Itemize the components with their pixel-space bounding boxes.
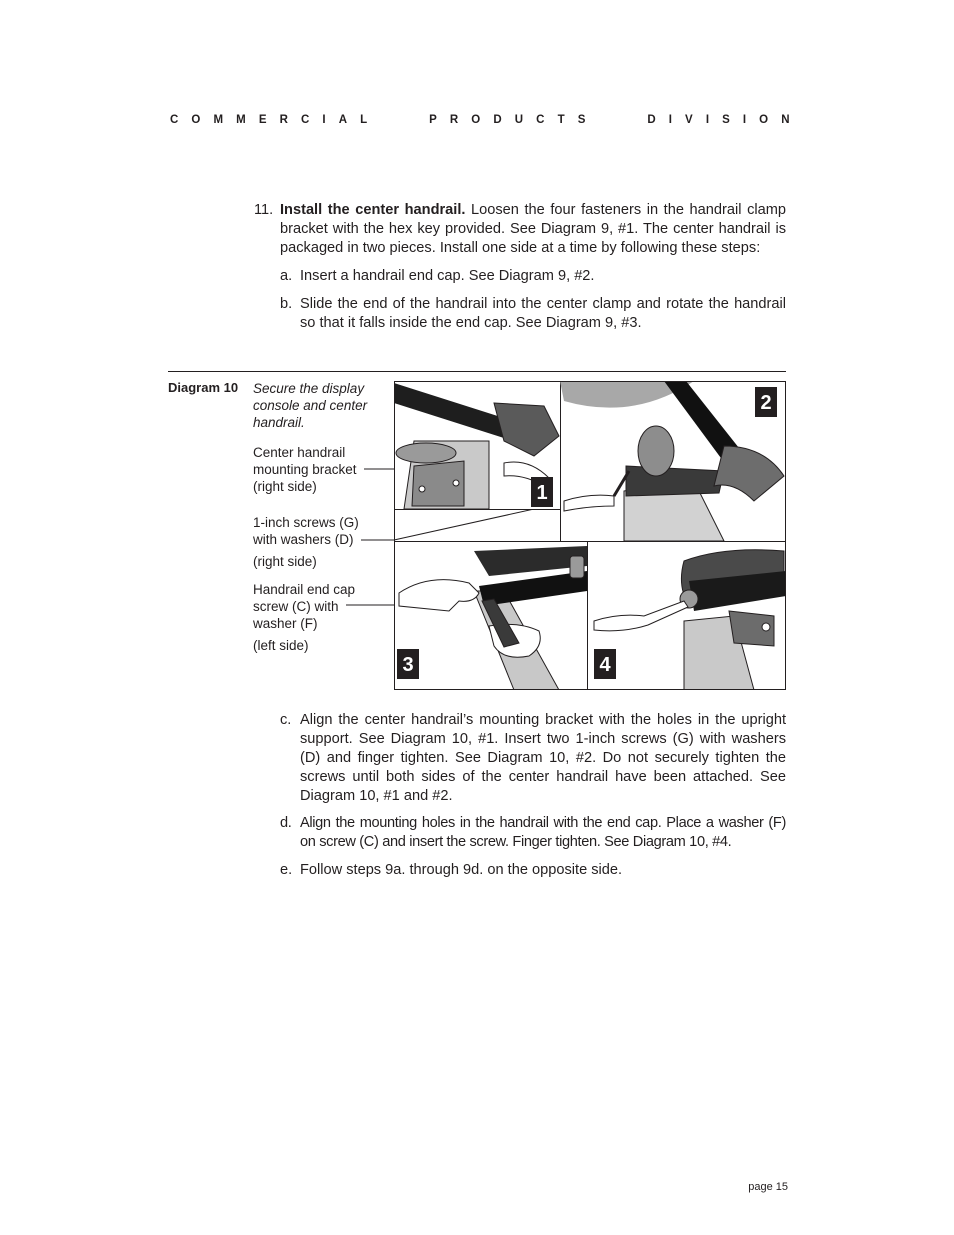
panel-number-2: 2 (760, 392, 772, 414)
diagram-illustration (394, 381, 786, 690)
header-letter: S (722, 114, 730, 126)
panel-number-4: 4 (599, 654, 611, 676)
header-letter: O (471, 114, 481, 126)
header-letter: S (577, 114, 586, 126)
header-letter: P (429, 114, 437, 126)
substep-letter: c. (280, 712, 292, 728)
header-letter: A (338, 114, 348, 126)
substep-text: Align the center handrail’s mounting bracket with the holes in the upright support. See Diagram 10, #1. Insert two 1-inch screws (G) with washers (D) and finger tighten. See Diagram 10, #2. Do not securely tighten the screws until both sides of the center handrail have been attached. See Diagram 10, #1 and #2. (300, 712, 786, 804)
callout-sub: (right side) (253, 554, 317, 569)
header-letter: D (493, 114, 502, 126)
step-body: Loosen the four fasteners in the handrail clamp bracket with the hex key provided. See Diagram 9, #1. The center handrail is packaged in two pieces. Install one side at a time by following these steps: (280, 202, 786, 256)
header-letter: L (360, 114, 368, 126)
diagram-label: Diagram 10 (168, 380, 239, 395)
panel-number-1: 1 (536, 482, 548, 504)
header-letter: M (213, 114, 224, 126)
header-letter: C (170, 114, 179, 126)
panel-number-3: 3 (402, 654, 414, 676)
callout-text: 1-inch screws (G) with washers (D) (253, 515, 359, 547)
substep-c (280, 711, 786, 806)
header-letter: I (668, 114, 672, 126)
substep-letter: e. (280, 862, 293, 878)
header-letter: D (647, 114, 656, 126)
panel-2 (560, 381, 786, 542)
header-letter: C (536, 114, 545, 126)
header-letter: M (236, 114, 246, 126)
header-letter: V (685, 114, 693, 126)
substep-e (280, 861, 786, 880)
substep-letter: d. (280, 815, 292, 831)
header-letter: R (449, 114, 459, 126)
panel-3 (395, 542, 588, 691)
callout-text: Handrail end cap screw (C) with washer (F) (253, 582, 356, 631)
substep-text: Insert a handrail end cap. See Diagram 9, #2. (300, 268, 595, 284)
substep-letter: a. (280, 268, 293, 284)
header-letter: I (705, 114, 710, 126)
header-letter: N (781, 114, 790, 126)
substep-text: Slide the end of the handrail into the center clamp and rotate the handrail so that it falls inside the end cap. See Diagram 9, #3. (300, 296, 786, 331)
header-letter: T (557, 114, 565, 126)
substep-text: Align the mounting holes in the handrail with the end cap. Place a washer (F) on screw (C) and insert the screw. Finger tighten. See Diagram 10, #4. (300, 815, 786, 850)
header-letter: R (279, 114, 288, 126)
diagram-caption: Secure the display console and center handrail. (253, 381, 368, 430)
callout-text: Center handrail mounting bracket (right side) (253, 445, 357, 494)
header-letter: I (742, 114, 747, 126)
substep-d (280, 814, 786, 852)
header-letter: E (258, 114, 267, 126)
header-letter: O (191, 114, 201, 126)
callout-sub: (left side) (253, 638, 309, 653)
page-number: page 15 (748, 1181, 788, 1193)
step-title: Install the center handrail. (280, 202, 466, 218)
substep-letter: b. (280, 296, 293, 312)
substep-text: Follow steps 9a. through 9d. on the opposite side. (300, 862, 623, 878)
panel-4 (588, 542, 787, 691)
header-letter: O (759, 114, 769, 126)
step-number: 11. (254, 202, 274, 218)
header-letter: C (301, 114, 310, 126)
header-letter: U (514, 114, 524, 126)
header-letter: I (322, 114, 326, 126)
